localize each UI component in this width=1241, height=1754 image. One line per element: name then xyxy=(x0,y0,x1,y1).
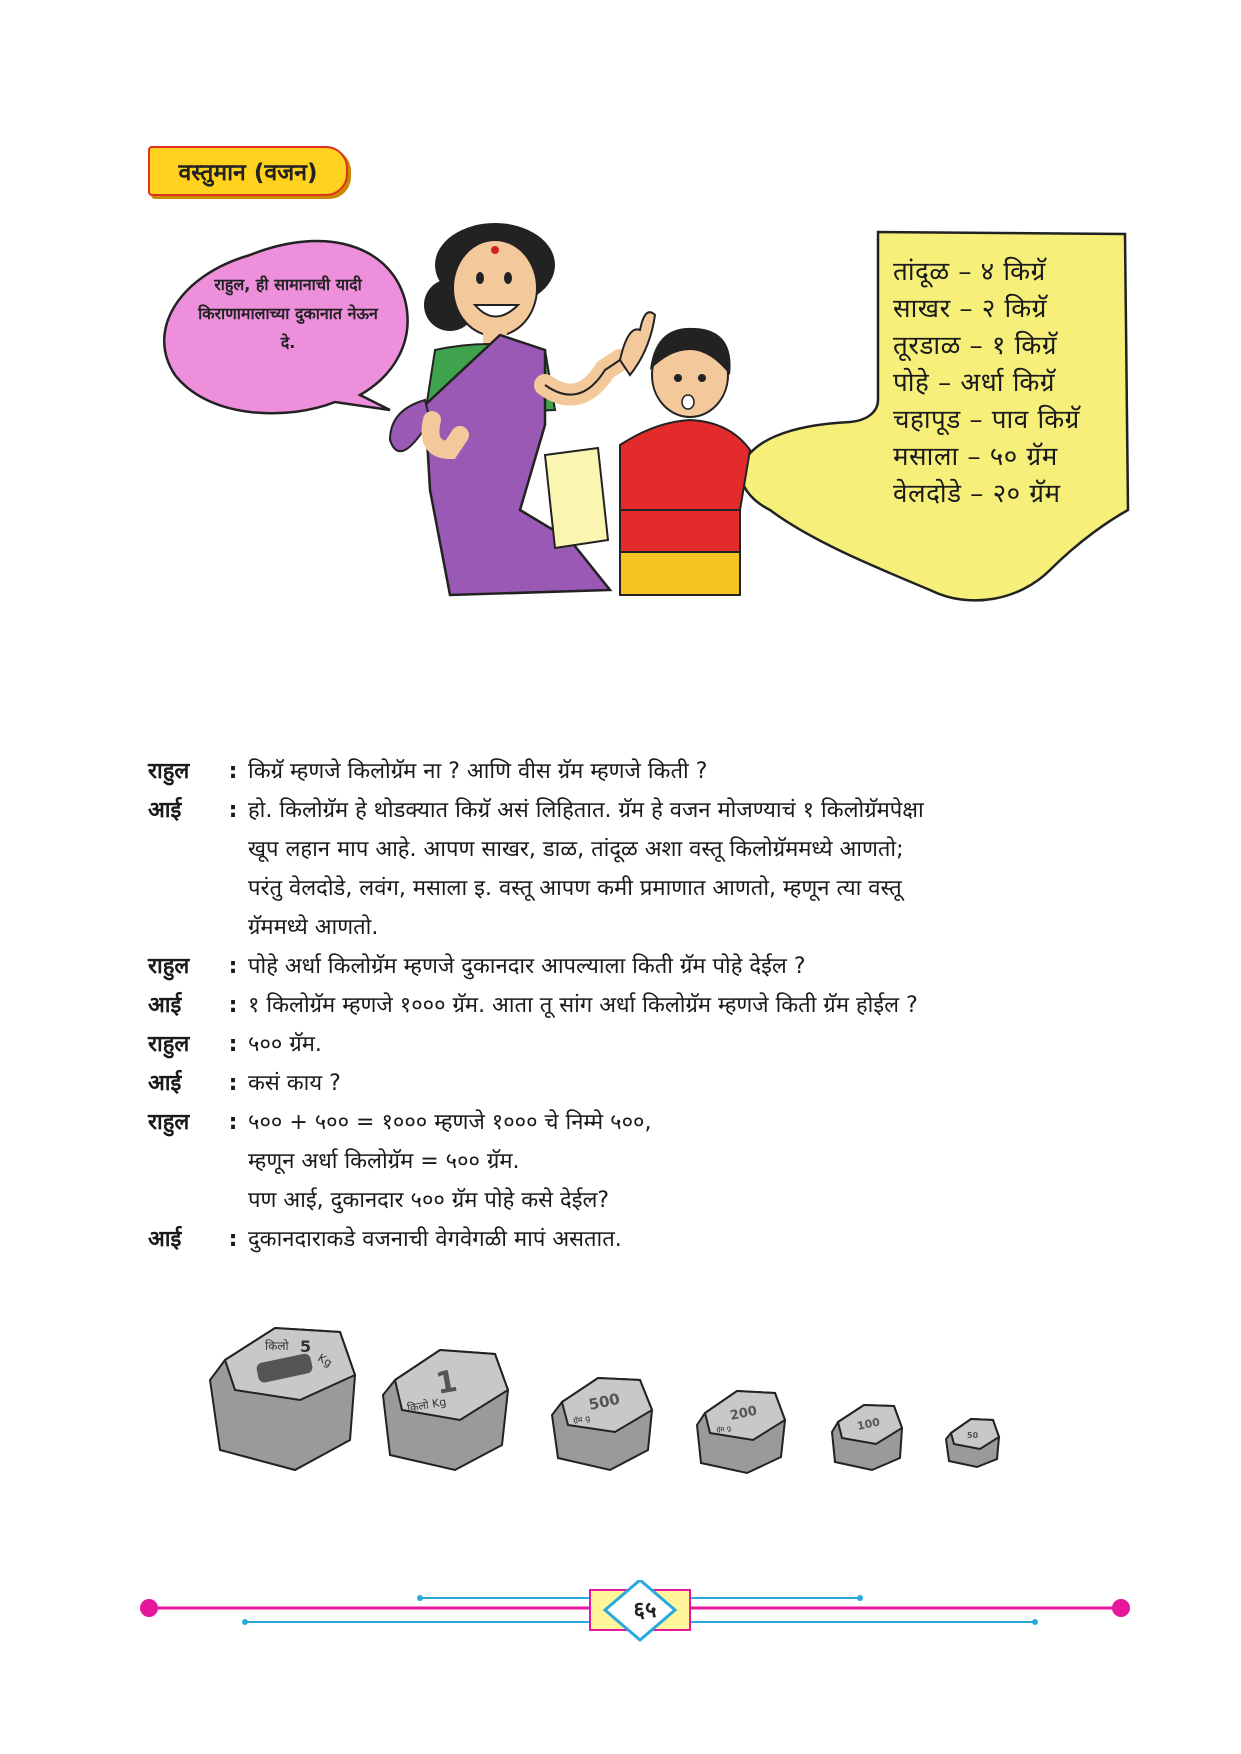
weight-value: 100 xyxy=(855,1415,882,1433)
speaker: आई xyxy=(148,1227,182,1252)
dialogue-row xyxy=(148,1220,1148,1259)
dialogue-text: हो. किलोग्रॅम हे थोडक्यात किग्रॅ असं लिहितात. ग्रॅम हे वजन मोजण्याचं १ किलोग्रॅमपेक्षा xyxy=(248,798,924,823)
list-item: तांदूळ – ४ किग्रॅ xyxy=(893,257,1046,287)
weight-value: 5 xyxy=(300,1337,312,1356)
speech-bubble-text: राहुल, ही सामानाची यादी किराणामालाच्या दुकानात नेऊन दे. xyxy=(198,275,378,352)
dialogue-text: १ किलोग्रॅम म्हणजे १००० ग्रॅम. आता तू सांग अर्धा किलोग्रॅम म्हणजे किती ग्रॅम होईल ? xyxy=(248,993,918,1018)
speaker: राहुल xyxy=(148,1032,190,1057)
footer-dot-left xyxy=(140,1599,158,1617)
weight-5kg xyxy=(210,1328,355,1470)
weight-value: 50 xyxy=(967,1431,979,1440)
weight-unit: Kg xyxy=(315,1351,335,1370)
colon: : xyxy=(228,1110,238,1135)
dialogue-text: ग्रॅममध्ये आणतो. xyxy=(248,915,379,940)
colon: : xyxy=(228,1032,238,1057)
speaker: आई xyxy=(148,993,182,1018)
dialogue-row xyxy=(148,947,1148,986)
dialogue-text: दुकानदाराकडे वजनाची वेगवेगळी मापं असतात. xyxy=(248,1227,622,1252)
colon: : xyxy=(228,798,238,823)
list-item: तूरडाळ – १ किग्रॅ xyxy=(893,331,1058,361)
dialogue-text: कसं काय ? xyxy=(248,1071,341,1096)
dialogue-row xyxy=(148,986,1148,1025)
colon: : xyxy=(228,993,238,1018)
speaker: आई xyxy=(148,1071,182,1096)
weight-label: किलो Kg xyxy=(406,1395,448,1415)
weights-illustration xyxy=(190,1310,1140,1510)
section-title: वस्तुमान (वजन) xyxy=(148,146,348,196)
dialogue-text: ५०० ग्रॅम. xyxy=(248,1032,322,1057)
page-number: ६५ xyxy=(633,1598,657,1623)
dialogue-row xyxy=(148,791,1148,830)
weight-label: ग्रॅम g xyxy=(715,1424,732,1435)
colon: : xyxy=(228,759,238,784)
dialogue-text: पोहे अर्धा किलोग्रॅम म्हणजे दुकानदार आपल्याला किती ग्रॅम पोहे देईल ? xyxy=(248,954,806,979)
weight-label: किलो xyxy=(265,1339,289,1353)
weight-value: 1 xyxy=(433,1363,460,1402)
dialogue-row xyxy=(148,752,1148,791)
dialogue-text: ५०० + ५०० = १००० म्हणजे १००० चे निम्मे ५००, xyxy=(248,1110,652,1135)
speaker: आई xyxy=(148,798,182,823)
shopping-list xyxy=(893,254,1133,513)
colon: : xyxy=(228,1227,238,1252)
footer-dot-right xyxy=(1112,1599,1130,1617)
dialogue-text: खूप लहान माप आहे. आपण साखर, डाळ, तांदूळ अशा वस्तू किलोग्रॅममध्ये आणतो; xyxy=(248,837,904,862)
list-item: वेलदोडे – २० ग्रॅम xyxy=(893,479,1061,509)
weight-50g xyxy=(946,1419,999,1467)
colon: : xyxy=(228,1071,238,1096)
list-item: मसाला – ५० ग्रॅम xyxy=(893,442,1058,472)
colon: : xyxy=(228,954,238,979)
weight-value: 200 xyxy=(728,1403,759,1424)
weight-200g xyxy=(697,1391,785,1473)
weight-value: 500 xyxy=(587,1389,622,1414)
list-item: पोहे – अर्धा किग्रॅ xyxy=(893,368,1056,398)
dialogue xyxy=(148,752,1148,1259)
weight-500g xyxy=(552,1378,652,1470)
dialogue-text: परंतु वेलदोडे, लवंग, मसाला इ. वस्तू आपण कमी प्रमाणात आणतो, म्हणून त्या वस्तू xyxy=(248,876,902,901)
weight-label: ग्रॅम g xyxy=(572,1413,591,1426)
dialogue-row xyxy=(148,1064,1148,1103)
speaker: राहुल xyxy=(148,759,190,784)
weight-100g xyxy=(832,1405,902,1470)
paper-icon xyxy=(545,448,608,548)
speaker: राहुल xyxy=(148,1110,190,1135)
dialogue-text: किग्रॅ म्हणजे किलोग्रॅम ना ? आणि वीस ग्रॅम म्हणजे किती ? xyxy=(248,759,708,784)
dialogue-row xyxy=(148,1103,1148,1142)
list-item: चहापूड – पाव किग्रॅ xyxy=(893,405,1080,435)
list-item: साखर – २ किग्रॅ xyxy=(893,294,1047,324)
speaker: राहुल xyxy=(148,954,190,979)
mother-figure xyxy=(390,223,655,595)
dialogue-text: पण आई, दुकानदार ५०० ग्रॅम पोहे कसे देईल? xyxy=(248,1188,610,1213)
dialogue-row xyxy=(148,1025,1148,1064)
weight-1kg xyxy=(383,1350,508,1470)
dialogue-text: म्हणून अर्धा किलोग्रॅम = ५०० ग्रॅम. xyxy=(248,1149,520,1174)
